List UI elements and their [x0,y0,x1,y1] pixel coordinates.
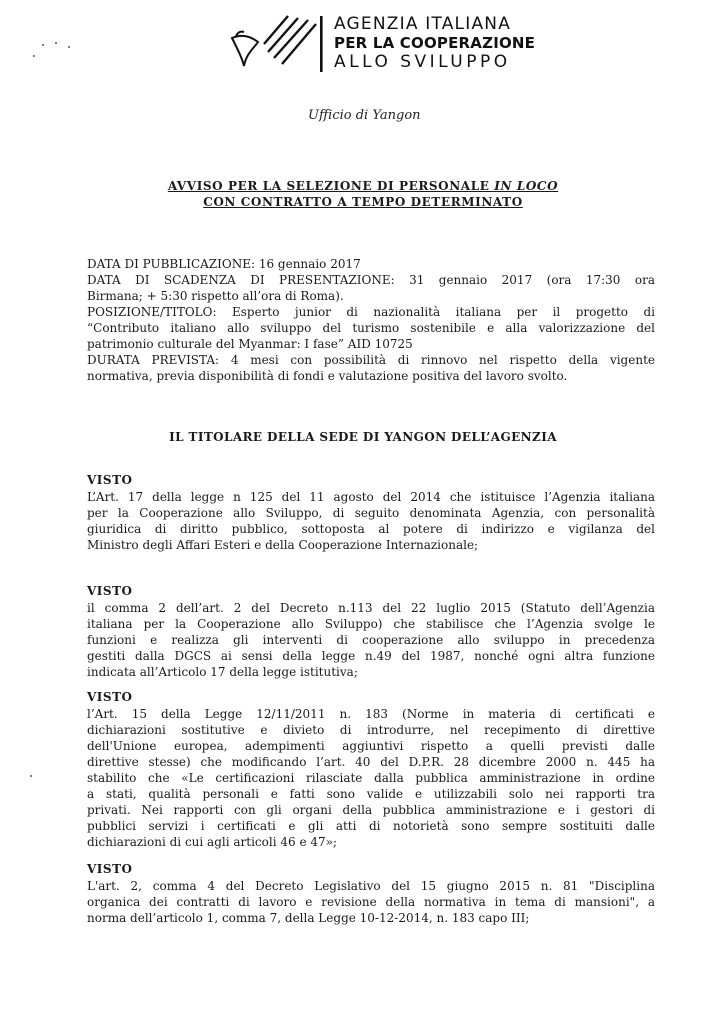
agency-name-line3: ALLO SVILUPPO [334,52,511,72]
paragraph-line: gestiti dalla DGCS ai sensi della legge n.49 del 1987, nonché ogni altra funzione [87,649,655,663]
notice-title-line2: CON CONTRATTO A TEMPO DETERMINATO [203,195,523,209]
deadline-note: Birmana; + 5:30 rispetto all’ora di Roma). [87,289,344,303]
visto-paragraph [87,706,655,850]
paragraph-line: l’Art. 15 della Legge 12/11/2011 n. 183 (Norme in materia di certificati e [87,707,655,721]
paragraph-line: per la Cooperazione allo Sviluppo, di seguito denominata Agenzia, con personalità [87,506,655,520]
scan-speck [30,775,32,777]
scan-speck [68,46,70,48]
project-name-cont: patrimonio culturale del Myanmar: I fase” AID 10725 [87,337,413,351]
paragraph-line: a stati, qualità personali e fatti sono valide e utilizzabili solo nei rapporti tra [87,787,655,801]
duration-conditions: normativa, previa disponibilità di fondi e valutazione positiva del lavoro svolto. [87,369,568,383]
notice-details [87,256,655,384]
paragraph-line: indicata all’Articolo 17 della legge istitutiva; [87,665,358,679]
scan-speck [33,55,35,57]
agency-name-line2: PER LA COOPERAZIONE [334,34,536,52]
paragraph-line: Ministro degli Affari Esteri e della Cooperazione Internazionale; [87,538,479,552]
paragraph-line: privati. Nei rapporti con gli organi della pubblica amministrazione e i gestori di [87,803,655,817]
visto-heading: VISTO [87,690,133,704]
paragraph-line: dell'Unione europea, adempimenti aggiuntivi rispetto a quelli previsti dalle [87,739,655,753]
expected-duration: DURATA PREVISTA: 4 mesi con possibilità di rinnovo nel rispetto della vigente [87,353,655,367]
paragraph-line: dichiarazioni sostitutive e divieto di introdurre, nel recepimento di direttive [87,723,655,737]
agency-name-line1: AGENZIA ITALIANA [334,14,512,34]
paragraph-line: funzioni e realizza gli interventi di cooperazione allo sviluppo in precedenza [87,633,655,647]
office-name: Ufficio di Yangon [308,108,421,123]
paragraph-line: giuridica di diritto pubblico, sottoposta al potere di indirizzo e vigilanza del [87,522,655,536]
section-heading: IL TITOLARE DELLA SEDE DI YANGON DELL’AGENZIA [169,430,557,444]
visto-heading: VISTO [87,862,133,876]
paragraph-line: organica dei contratti di lavoro e revisione della normativa in tema di mansioni", a [87,895,655,909]
visto-paragraph [87,489,655,553]
publication-date: DATA DI PUBBLICAZIONE: 16 gennaio 2017 [87,257,361,271]
visto-paragraph [87,600,655,680]
visto-paragraph [87,878,655,926]
project-name: “Contributo italiano allo sviluppo del turismo sostenibile e alla valorizzazione del [87,321,655,335]
scan-speck [42,44,44,46]
paragraph-line: dichiarazioni di cui agli articoli 46 e 47»; [87,835,338,849]
paragraph-line: L’Art. 17 della legge n 125 del 11 agosto del 2014 che istituisce l’Agenzia italiana [87,490,655,504]
agency-logo-icon [228,14,324,74]
paragraph-line: direttive stesse) che modificando l’art. 40 del D.P.R. 28 dicembre 2000 n. 445 ha [87,755,655,769]
paragraph-line: norma dell’articolo 1, comma 7, della Legge 10-12-2014, n. 183 capo III; [87,911,530,925]
visto-heading: VISTO [87,473,133,487]
scan-speck [55,42,57,44]
paragraph-line: il comma 2 dell’art. 2 del Decreto n.113 del 22 luglio 2015 (Statuto dell’Agenzia [87,601,655,615]
paragraph-line: stabilito che «Le certificazioni rilasciate dalla pubblica amministrazione in ordine [87,771,655,785]
deadline-date: DATA DI SCADENZA DI PRESENTAZIONE: 31 gennaio 2017 (ora 17:30 ora [87,273,655,287]
position-title: POSIZIONE/TITOLO: Esperto junior di nazionalità italiana per il progetto di [87,305,655,319]
agency-name [334,15,535,72]
paragraph-line: L'art. 2, comma 4 del Decreto Legislativo del 15 giugno 2015 n. 81 "Disciplina [87,879,655,893]
notice-title-line1: AVVISO PER LA SELEZIONE DI PERSONALE IN LOCO [167,179,559,193]
notice-title [80,178,646,210]
paragraph-line: pubblici servizi i certificati e gli atti di notorietà sono sempre sostituiti dalle [87,819,655,833]
paragraph-line: italiana per la Cooperazione allo Sviluppo) che stabilisce che l’Agenzia svolge le [87,617,655,631]
visto-heading: VISTO [87,584,133,598]
